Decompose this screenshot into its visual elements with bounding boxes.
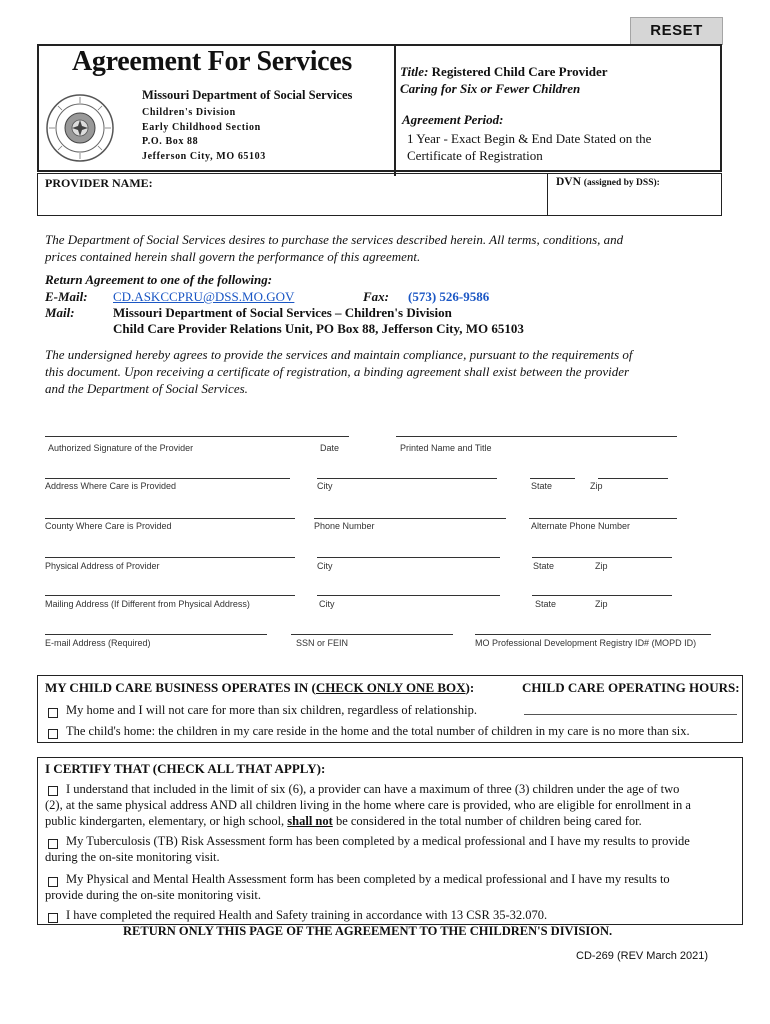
printed-name-line[interactable] [396, 436, 677, 437]
form-number: CD-269 (REV March 2021) [576, 950, 709, 962]
header-divider [394, 44, 396, 176]
period-value [407, 130, 651, 164]
childs-home-option: The child's home: the children in my care reside in the home and the total number of children in my care is no more than six. [66, 724, 690, 738]
email-input[interactable] [45, 634, 267, 635]
health-statement: My Physical and Mental Health Assessment form has been completed by a medical professional and I have my results to provide during the on-site monitoring visit. [45, 872, 670, 902]
state-label: State [533, 561, 555, 571]
fax-number: (573) 526-9586 [408, 289, 490, 304]
phone-label: Phone Number [314, 521, 375, 531]
mopd-input[interactable] [475, 634, 711, 635]
physical-address-input[interactable] [45, 557, 295, 558]
signature-label: Authorized Signature of the Provider [48, 443, 194, 453]
zip-label: Zip [595, 561, 608, 571]
mopd-label: MO Professional Development Registry ID# (MOPD ID) [475, 638, 697, 648]
intro-line: prices contained herein shall govern the performance of this agreement. [45, 249, 421, 264]
period-label: Agreement Period: [402, 112, 504, 127]
state-input[interactable] [530, 478, 575, 479]
return-email-link[interactable]: CD.ASKCCPRU@DSS.MO.GOV [113, 289, 295, 304]
period-line: Certificate of Registration [407, 148, 543, 163]
dvn-note: (assigned by DSS): [583, 178, 660, 188]
state-seal-icon [45, 93, 115, 163]
state-label: State [531, 481, 553, 491]
city-input[interactable] [317, 557, 500, 558]
certify-heading: I CERTIFY THAT (CHECK ALL THAT APPLY): [45, 761, 326, 776]
city-input[interactable] [317, 595, 500, 596]
city-label: City [317, 561, 333, 571]
state-zip-input[interactable] [532, 595, 672, 596]
period-line: 1 Year - Exact Begin & End Date Stated on the [407, 131, 652, 146]
ssn-label: SSN or FEIN [296, 638, 349, 648]
alt-phone-label: Alternate Phone Number [531, 521, 631, 531]
page-title: Agreement For Services [72, 46, 353, 77]
undersigned-paragraph [45, 346, 633, 397]
title-value-2: Caring for Six or Fewer Children [400, 81, 581, 96]
state-label: State [535, 599, 557, 609]
training-statement: I have completed the required Health and Safety training in accordance with 13 CSR 35-32.070. [66, 908, 548, 922]
dvn-label: DVN [556, 176, 581, 188]
provider-divider [547, 173, 548, 216]
check-one-box: CHECK ONLY ONE BOX [315, 680, 466, 695]
mail-line-2: Child Care Provider Relations Unit, PO Box 88, Jefferson City, MO 65103 [113, 321, 524, 336]
address-line: Children's Division [142, 107, 236, 118]
undersigned-line: The undersigned hereby agrees to provide the services and maintain compliance, pursuant to the requirements of [45, 347, 633, 362]
phone-input[interactable] [314, 518, 506, 519]
printed-name-label: Printed Name and Title [400, 443, 492, 453]
mailing-address-label: Mailing Address (If Different from Physical Address) [45, 599, 250, 609]
date-label: Date [320, 443, 340, 453]
limit-statement: I understand that included in the limit of six (6), a provider can have a maximum of three (3) children under the age of two (2), at the same physical address AND all children living in the home where care is provided, who are eligible for enrollment in a public kindergarten, elementary, or high school, shall not be considered in the total number of children being cared for. [45, 782, 691, 828]
intro-line: The Department of Social Services desires to purchase the services described herein. All terms, conditions, and [45, 232, 624, 247]
shall-not-emphasis: shall not [287, 814, 333, 828]
city-input[interactable] [317, 478, 497, 479]
intro-paragraph [45, 231, 623, 265]
zip-label: Zip [590, 481, 603, 491]
department-name: Missouri Department of Social Services [142, 88, 353, 102]
mailing-address-input[interactable] [45, 595, 295, 596]
city-label: City [319, 599, 335, 609]
provider-name-label: PROVIDER NAME: [45, 176, 153, 190]
city-label: City [317, 481, 333, 491]
training-checkbox[interactable] [48, 913, 58, 923]
my-home-checkbox[interactable] [48, 708, 58, 718]
title-value: Registered Child Care Provider [431, 64, 608, 79]
agreement-title [400, 63, 608, 97]
dvn-field[interactable] [556, 176, 660, 188]
county-label: County Where Care is Provided [45, 521, 172, 531]
email-address-label: E-mail Address (Required) [45, 638, 151, 648]
fax-label: Fax: [363, 289, 389, 304]
address-line: P.O. Box 88 [142, 136, 199, 147]
department-address [142, 106, 266, 164]
address-line: Jefferson City, MO 65103 [142, 150, 266, 162]
business-heading: MY CHILD CARE BUSINESS OPERATES IN (CHECK ONLY ONE BOX): [45, 680, 475, 695]
hours-label: CHILD CARE OPERATING HOURS: [522, 680, 740, 695]
alt-phone-input[interactable] [529, 518, 677, 519]
physical-address-label: Physical Address of Provider [45, 561, 160, 571]
care-address-label: Address Where Care is Provided [45, 481, 177, 491]
mail-line-1: Missouri Department of Social Services – Children's Division [113, 305, 452, 320]
undersigned-line: and the Department of Social Services. [45, 381, 248, 396]
state-zip-input[interactable] [532, 557, 672, 558]
email-label: E-Mail: [45, 289, 88, 304]
tb-statement: My Tuberculosis (TB) Risk Assessment form has been completed by a medical professional and I have my results to provide during the on-site monitoring visit. [45, 834, 690, 864]
undersigned-line: this document. Upon receiving a certificate of registration, a binding agreement shall exist between the provider [45, 364, 630, 379]
mail-label: Mail: [45, 305, 75, 320]
ssn-input[interactable] [291, 634, 453, 635]
return-heading: Return Agreement to one of the following: [45, 272, 273, 287]
signature-line[interactable] [45, 436, 349, 437]
care-address-input[interactable] [45, 478, 290, 479]
reset-button[interactable]: RESET [630, 17, 723, 45]
county-input[interactable] [45, 518, 295, 519]
operating-hours-input[interactable] [524, 714, 737, 715]
address-line: Early Childhood Section [142, 121, 261, 133]
zip-input[interactable] [598, 478, 668, 479]
my-home-option: My home and I will not care for more than six children, regardless of relationship. [66, 703, 477, 717]
childs-home-checkbox[interactable] [48, 729, 58, 739]
title-label: Title: [400, 64, 429, 79]
return-instruction: RETURN ONLY THIS PAGE OF THE AGREEMENT TO THE CHILDREN'S DIVISION. [123, 924, 613, 938]
zip-label: Zip [595, 599, 608, 609]
